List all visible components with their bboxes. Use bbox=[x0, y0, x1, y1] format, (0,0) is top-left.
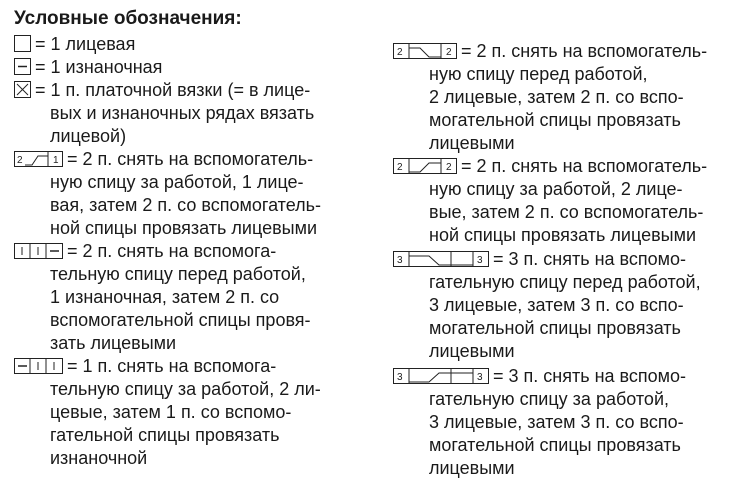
legend-entry-knit: = 1 лицевая bbox=[14, 33, 135, 56]
cable-2-2-right-icon bbox=[14, 151, 63, 167]
cable-3-3-left-icon bbox=[393, 251, 489, 267]
cable-symbol-label-right: 1 bbox=[53, 155, 59, 166]
knit-box-icon bbox=[14, 35, 31, 52]
legend-entry-cable-2-1: 2 1 = 2 п. снять на вспомогатель- ную спицу за работой, 1 лице- вая, затем 2 п. со вспомогатель- ной спицы провязать лицевыми bbox=[14, 148, 321, 240]
purl-box-icon bbox=[14, 58, 31, 75]
legend-entry-garter: = 1 п. платочной вязки (= в лице- вых и изнаночных рядах вязать лицевой) bbox=[14, 79, 314, 148]
legend-entry-cable-3-3-back: 3 3 = 3 п. снять на вспомо- гательную спицу за работой, 3 лицевые, затем 3 п. со вспо- могательной спицы провязать лицевыми bbox=[393, 365, 686, 480]
legend-entry-cable-2-1-purl: = 2 п. снять на вспомога- тельную спицу перед работой, 1 изнаночная, затем 2 п. со вспомогательной спицы провя- зать лицевыми bbox=[14, 240, 311, 355]
cable-symbol-label-right: 3 bbox=[477, 255, 483, 266]
cable-symbol-label-left: 2 bbox=[17, 155, 23, 166]
cable-symbol-label-left: 3 bbox=[397, 255, 403, 266]
legend-entry-purl: = 1 изнаночная bbox=[14, 56, 162, 79]
cable-symbol-label-right: 3 bbox=[477, 372, 483, 383]
legend-entry-cable-3-3-front: 3 3 = 3 п. снять на вспомо- гательную спицу перед работой, 3 лицевые, затем 3 п. со вспо- могательной спицы провязать лицевыми bbox=[393, 248, 701, 363]
cable-symbol-label-left: 2 bbox=[397, 47, 403, 58]
legend-entry-cable-2-2-front: 2 2 = 2 п. снять на вспомогатель- ную спицу перед работой, 2 лицевые, затем 2 п. со вспо- могательной спицы провязать лицевыми bbox=[393, 40, 707, 155]
cable-2-2-right-icon bbox=[393, 158, 457, 174]
cable-3-3-right-icon bbox=[393, 368, 489, 384]
cable-symbol-label-left: 3 bbox=[397, 372, 403, 383]
cable-2-1-left-purl-icon bbox=[14, 243, 63, 259]
garter-cross-icon bbox=[14, 81, 31, 98]
cable-2-2-left-icon bbox=[393, 43, 457, 59]
legend-entry-cable-1-2-purl: = 1 п. снять на вспомога- тельную спицу за работой, 2 ли- цевые, затем 1 п. со вспомо- гательной спицы провязать изнаночной bbox=[14, 355, 321, 470]
cable-symbol-label-left: 2 bbox=[397, 162, 403, 173]
legend-entry-cable-2-2-back: 2 2 = 2 п. снять на вспомогатель- ную спицу за работой, 2 лице- вые, затем 2 п. со вспомогатель- ной спицы провязать лицевыми bbox=[393, 155, 707, 247]
cable-symbol-label-right: 2 bbox=[446, 162, 452, 173]
cable-symbol-label-right: 2 bbox=[446, 47, 452, 58]
legend-title: Условные обозначения: bbox=[14, 8, 242, 29]
cable-1-2-right-purl-icon bbox=[14, 358, 63, 374]
